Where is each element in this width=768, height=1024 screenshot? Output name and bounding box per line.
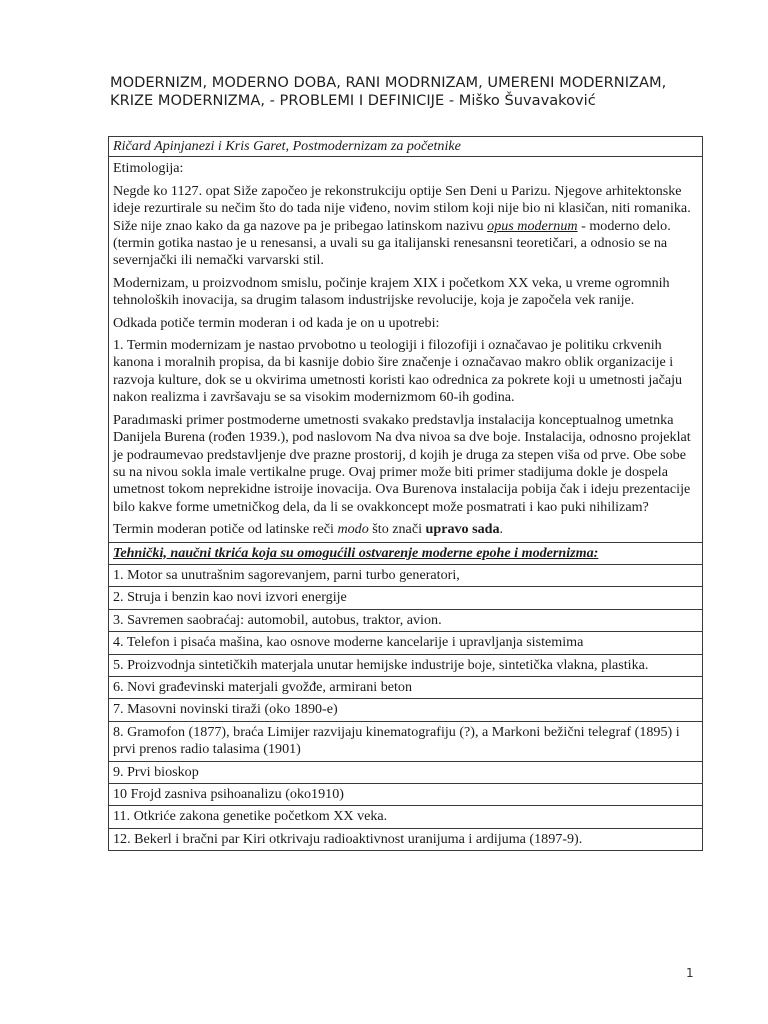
document-heading: MODERNIZM, MODERNO DOBA, RANI MODRNIZAM, UMERENI MODERNIZAM, KRIZE MODERNIZMA, - PROBLEMI I DEFINICIJE - Miško Šuvavaković [110,74,667,109]
list-heading-cell [109,543,702,565]
list-item: 5. Proizvodnja sintetičkih materjala unutar hemijske industrije boje, sintetička vlakna, plastika. [109,655,702,677]
paragraph-point-1: 1. Termin modernizam je nastao prvobotno u teologiji i filozofiji i označavao je politiku crkvenih kanona i moralnih propisa, da bi kasnije dobio šire značenje i označavao makro oblik organizacije i razvoja kulture, dok se u okvirima umetnosti koristi kao odrednica za pokrete koji u umetnosti jačaju nakon realizma i završavaju se sa visokim modernizmom 60-ih godina. [113,337,683,406]
source-citation: Ričard Apinjanezi i Kris Garet, Postmodernizam za početnike [113,138,461,154]
list-item: 3. Savremen saobraćaj: automobil, autobus, traktor, avion. [109,610,702,632]
list-item: 4. Telefon i pisaća mašina, kao osnove moderne kancelarije i upravljanja sistemima [109,632,702,654]
upravo-sada: upravo sada [425,521,500,538]
modo-word: modo [337,521,369,538]
paragraph-modernism: Modernizam, u proizvodnom smislu, počinje krajem XIX i početkom XX veka, u vreme ogromnih tehnoloških inovacija, sa drugim talasom industrijske revolucije, koja je započela vek ranije. [113,274,670,309]
list-item: 2. Struja i benzin kao novi izvori energije [109,587,702,609]
list-item: 9. Prvi bioskop [109,762,702,784]
list-item: 11. Otkriće zakona genetike početkom XX veka. [109,806,702,828]
paragraph-question: Odkada potiče termin moderan i od kada je on u upotrebi: [113,314,440,331]
list-item: 7. Masovni novinski tiraži (oko 1890-e) [109,699,702,721]
etymology-label: Etimologija: [113,160,184,177]
list-item: 12. Bekerl i bračni par Kiri otkrivaju radioaktivnost uranijuma i ardijuma (1897-9). [113,830,583,847]
list-item: 6. Novi građevinski materjali gvožđe, armirani beton [109,677,702,699]
paragraph-latin: Termin moderan potiče od latinske reči modo što znači upravo sada. [113,521,504,538]
page-number: 1 [686,966,694,980]
source-cell [109,137,702,157]
paragraph-origin: Negde ko 1127. opat Siže započeo je rekonstrukciju optije Sen Deni u Parizu. Njegove arhitektonske ideje rezurtirale su nečim što do tada nije viđeno, novim stilom koji nije bio ni klasičan, niti romanika. Siže nije znao kako da ga nazove pa je pribegao latinskom nazivu opus modernum - moderno delo. (termin gotika nastao je u renesansi, a uvali su ga italijanski renesansni teoretičari, a odnosio se na severnjački ili nemački varvarski stil. [113,182,691,269]
list-item: 10 Frojd zasniva psihoanalizu (oko1910) [109,784,702,806]
content-table [108,136,703,851]
list-item: 8. Gramofon (1877), braća Limijer razvijaju kinematografiju (?), a Markoni bežični telegraf (1895) i prvi prenos radio talasima (1901) [109,722,702,762]
opus-modernum-term: opus modernum [487,217,578,234]
text-cell [109,157,702,542]
paragraph-buren: Paradımaski primer postmoderne umetnosti svakako predstavlja instalacija konceptualnog umetnka Danijela Burena (rođen 1939.), pod naslovom Na dva nivoa sa dve boje. Instalacija, odnosno projeklat je podraumevao predstavljenje dve prazne prostorij, d kojih je druga za stepen viša od prve. Obe sobe su na nivou sokla imale vertikalne pruge. Ovaj primer može biti primer stadijuma dokle je dospela umetnost tokom neprekidne istroije inovacija. Ova Burenova instalacija pobija čak i ideju prezentacije bilo kakve forme umetničkog dela, da li se ovakkoncept može posmatrati i kao puki nihilizam? [113,411,691,515]
list-heading: Tehnički, naučni tkrića koja su omogućili ostvarenje moderne epohe i modernizma: [113,544,599,561]
list-item: 1. Motor sa unutrašnim sagorevanjem, parni turbo generatori, [109,565,702,587]
